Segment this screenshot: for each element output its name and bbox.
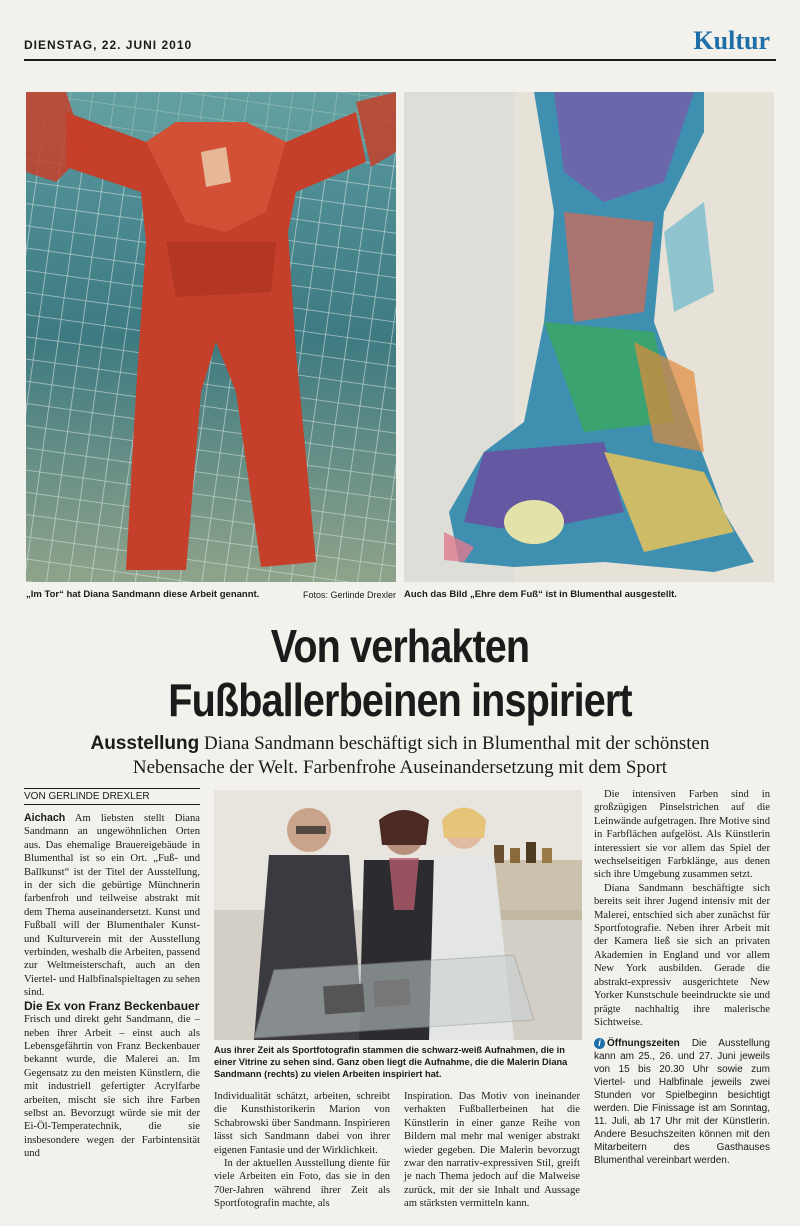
issue-date: DIENSTAG, 22. JUNI 2010 (24, 38, 193, 52)
opening-hours-label: Öffnungszeiten (607, 1038, 680, 1050)
exhibition-photo-image (214, 790, 582, 1040)
info-icon: i (594, 1038, 605, 1049)
photo-credit: Fotos: Gerlinde Drexler (302, 590, 396, 600)
paragraph-individuality: Individualität schätzt, arbeiten, schreibt die Kunsthistorikerin Marion von Schabrowski über Sandmann. Inspirieren lässt sich Sandmann dabei von ihrer eigenen Fantasie und der Wirklichkeit. (214, 1091, 390, 1156)
left-photo-caption: „Im Tor“ hat Diana Sandmann diese Arbeit genannt. (26, 589, 260, 600)
opening-hours-text: Die Ausstellung kann am 25., 26. und 27. Juni jeweils von 15 bis 20.30 Uhr sowie zum Viertel- und Halbfinale jeweils zwei Stunden vor Spielbeginn besichtigt werden. Die Finissage ist am Sonntag, 11. Juli, ab 17 Uhr mit der Künstlerin. Andere Besuchszeiten können mit den Mitarbeitern des Gasthauses Blumenthal vereinbart werden. (594, 1038, 770, 1167)
painting-im-tor-image (26, 92, 396, 582)
article-deck (60, 732, 740, 780)
middle-photo-caption: Aus ihrer Zeit als Sportfotografin stammen die schwarz-weiß Aufnahmen, die in einer Vitrine zu sehen sind. Ganz oben liegt die Aufnahme, die die Malerin Diana Sandmann (rechts) zu vielen Arbeiten inspiriert hat. (214, 1045, 568, 1079)
column-3 (404, 1090, 580, 1211)
paragraph-intro-text: Am liebsten stellt Diana Sandmann an ungewöhnlichen Orten aus. Das ehemalige Brauereigebäude in Blumenthal ist so ein Ort. „Fuß- und Ballkunst“ ist der Titel der Ausstellung, in der sich die gebürtige Münchnerin farbenfroh und teilweise abstrakt mit dem Thema auseinandersetzt. Kunst und Fußball will der Blumenthaler Kunst- und Kulturverein mit der Ausstellung verbinden, weshalb die Arbeiten, passend zur Weltmeisterschaft, auch an den Viertel- und Halbfinalspieltagen zu sehen sind. (24, 813, 200, 999)
paragraph-biography: Diana Sandmann beschäftigte sich bereits seit ihrer Jugend intensiv mit der Malerei, entschied sich aber zunächst für Sportfotografie. Neben ihrer Arbeit mit der Kamera ließ sie sich an privaten Akademien in England und vor allem New York ausbilden. Gerade die abstrakt-expressiv ausgerichtete New Yorker Kunstschule beeindruckte sie und prägte nachhaltig ihre malerische Sichtweise. (594, 882, 770, 1028)
column-2 (214, 1090, 390, 1211)
deck-label: Ausstellung (90, 733, 200, 754)
paragraph-intense-colors: Die intensiven Farben sind in großzügigen Pinselstrichen auf die Leinwände aufgetragen. Ihre Motive sind in Farbflächen aufgelöst. Als Künstlerin interessiert sie vor allem das Spiel der wechselseitigen Farbklänge, aus denen sich ihre Umgebung zusammen setzt. (594, 789, 770, 881)
deck-text-line-2: Nebensache der Welt. Farbenfrohe Auseinandersetzung mit dem Sport (132, 757, 668, 778)
dateline: Aichach (24, 812, 66, 824)
deck-text-line-1: Diana Sandmann beschäftigt sich in Blumenthal mit der schönsten (203, 733, 710, 754)
headline-line-2: Fußballerbeinen inspiriert (168, 674, 632, 726)
paragraph-inspiration: Inspiration. Das Motiv von ineinander verhakten Fußballerbeinen hat die Künstlerin in einer ganze Reihe von Bildern mal mehr mal weniger abstrakt wieder gegeben. Die Malerin bevorzugt zwar den narrativ-expressiven Stil, greift je nach Thema jedoch auf die Malweise zurück, mit der sie Inhalt und Aussage am stärksten vermitteln kann. (404, 1091, 580, 1210)
exhibition-photo (214, 790, 582, 1040)
headline-line-1: Von verhakten (270, 620, 530, 672)
header-rule (24, 59, 776, 61)
right-photo-caption: Auch das Bild „Ehre dem Fuß“ ist in Blumenthal ausgestellt. (404, 589, 677, 600)
painting-ehre-dem-fuss (404, 92, 774, 582)
painting-ehre-dem-fuss-image (404, 92, 774, 582)
subheading: Die Ex von Franz Beckenbauer (24, 998, 200, 1013)
column-4 (594, 788, 770, 1167)
column-1 (24, 812, 200, 1161)
opening-hours-box (594, 1037, 770, 1167)
painting-im-tor (26, 92, 396, 582)
paragraph-beckenbauer: Frisch und direkt geht Sandmann, die – neben ihrer Arbeit – einst auch als Lebensgefährtin von Franz Beckenbauer bekannt wurde, die Malerei an. Im Gegensatz zu den meisten Künstlern, die mit industriell gefertigter Acrylfarbe arbeiten, mischt sie sich ihre Farben selbst an. Bevorzugt würde sie mit der Ei-Öl-Temperatechnik, die sie insbesondere wegen der Farbintensität und (24, 1014, 200, 1160)
paragraph-current-exhibition: In der aktuellen Ausstellung diente für viele Arbeiten ein Foto, das sie in den 70er-Jahren während ihrer Zeit als Sportfotografin machte, als (214, 1158, 390, 1210)
paragraph-intro (24, 812, 200, 1000)
section-title: Kultur (693, 26, 770, 55)
byline: VON GERLINDE DREXLER (24, 788, 200, 805)
